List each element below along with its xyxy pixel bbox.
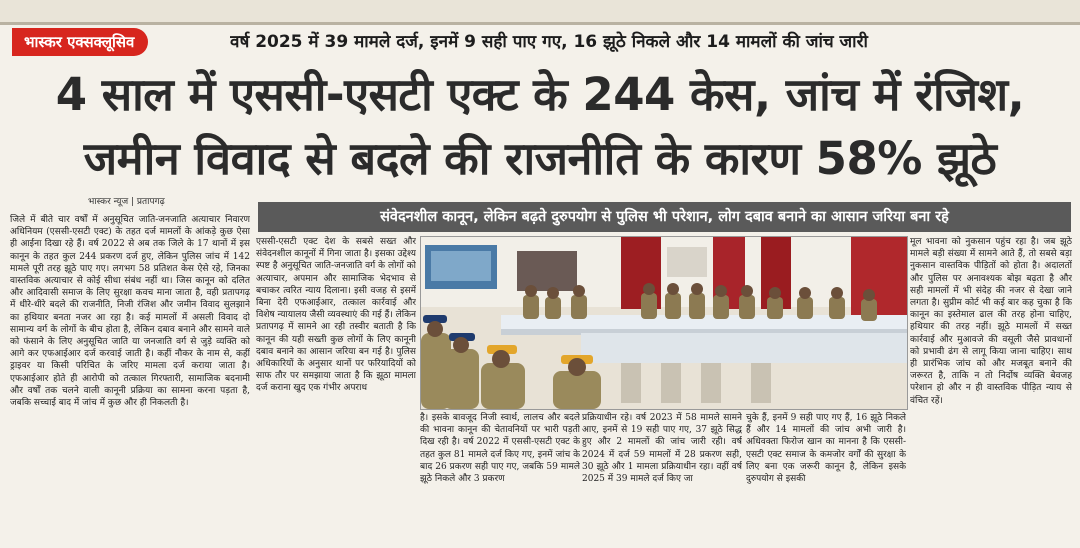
article-column-1: जिले में बीते चार वर्षों में अनुसूचित जाति-जनजाति अत्याचार निवारण अधिनियम (एससी-एसटी एक्ट) के तहत दर्ज मामलों के आंकड़े कुछ ऐसा ही आईना दिखा रहे हैं। वर्ष 2022 से अब तक जिले के 17 थानों में इस कानून के तहत कुल 244 प्रकरण दर्ज हुए, लेकिन पुलिस जांच में 142 मामले पूरी तरह झूठे पाए गए। लगभग 58 प्रतिशत केस ऐसे रहे, जिनका वास्तविक अत्याचार से कोई सीधा संबंध नहीं था। जिस कानून को दलित और आदिवासी समाज के लिए सुरक्षा कवच माना जाता है, वही प्रतापगढ़ में धीरे-धीरे बदले की राजनीति, निजी रंजिश और जमीन विवाद सुलझाने का हथियार बनता नजर आ रहा है। कई मामलों में असली विवाद दो सामान्य वर्ग के लोगों के बीच होता है, लेकिन दबाव बनाने और सामने वाले को फंसाने के लिए अनुसूचित जाति या जनजाति वर्ग से जुड़े व्यक्ति को आगे कर एफआईआर दर्ज करवाई जाती है। कहीं नौकर के नाम से, कहीं ड्राइवर या किसी परिचित के जरिए मामला दर्ज कराया जाता है। एफआईआर होते ही आरोपी को तत्काल गिरफ्तारी, सामाजिक बदनामी और वर्षों तक चलने वाली कानूनी प्रक्रिया का सामना करना पड़ता है, जबकि सच्चाई बाद में जांच में कुछ और ही निकलती है।: [10, 215, 250, 409]
headline-line-1: 4 साल में एससी-एसटी एक्ट के 244 केस, जांच में रंजिश,: [55, 68, 1025, 121]
byline: भास्कर न्यूज | प्रतापगढ़: [88, 197, 165, 207]
article-column-4: प्रक्रियाधीन रहे। वर्ष 2023 में 58 मामले सामने आए, इनमें से 19 सही पाए गए, 37 झूठे सिद्ध हुए और 2 मामलों की जांच जारी रही। वर्ष 2024 में दर्ज 59 मामलों में 28 प्रकरण सही, 30 झूठे और 1 मामला प्रक्रियाधीन रहा। वहीं वर्ष 2025 में 39 मामले दर्ज किए जा: [582, 413, 742, 485]
article-column-5: चुके हैं, इनमें 9 सही पाए गए हैं, 16 झूठे निकले हैं और 14 मामलों की जांच अभी जारी है। अधिवक्ता फिरोज खान का मानना है कि एससी-एसटी एक्ट समाज के कमजोर वर्गों की सुरक्षा के लिए बना एक जरूरी कानून है, लेकिन इसके दुरुपयोग से इसकी: [746, 413, 906, 485]
deck-bar: संवेदनशील कानून, लेकिन बढ़ते दुरुपयोग से पुलिस भी परेशान, लोग दबाव बनाने का आसान जरिया बना रहे: [258, 202, 1071, 232]
top-strip: [0, 0, 1080, 22]
meeting-photo: [420, 236, 908, 410]
kicker-line: वर्ष 2025 में 39 मामले दर्ज, इनमें 9 सही पाए गए, 16 झूठे निकले और 14 मामलों की जांच जारी: [230, 32, 868, 52]
article-column-3: है। इसके बावजूद निजी स्वार्थ, लालच और बदले की भावना कानून की चेतावनियों पर भारी पड़ती दिख रही है। वर्ष 2022 में एससी-एसटी एक्ट के तहत कुल 81 मामले दर्ज किए गए, इनमें जांच के बाद 26 प्रकरण सही पाए गए, जबकि 59 मामले झूठे निकले और 3 प्रकरण: [420, 413, 580, 485]
article-column-6: मूल भावना को नुकसान पहुंच रहा है। जब झूठे मामले बड़ी संख्या में सामने आते हैं, तो सबसे बड़ा नुकसान वास्तविक पीड़ितों को होता है। अदालतों और पुलिस पर अनावश्यक बोझ बढ़ता है और सही मामलों में भी संदेह की नजर से देखा जाने लगता है। सुप्रीम कोर्ट भी कई बार कह चुका है कि कानून का इस्तेमाल ढाल की तरह होना चाहिए, हथियार की तरह नहीं। झूठे मामलों में सख्त कार्रवाई और मुआवजे की वसूली जैसे प्रावधानों को प्रभावी ढंग से लागू किया जाना चाहिए। साथ ही प्रारंभिक जांच को और मजबूत बनाने की जरूरत है, ताकि न तो निर्दोष व्यक्ति बेवजह परेशान हो और न ही वास्तविक पीड़ित न्याय से वंचित रहें।: [910, 237, 1072, 406]
top-divider: [0, 22, 1080, 25]
headline-line-2: जमीन विवाद से बदले की राजनीति के कारण 58% झूठे: [83, 132, 997, 185]
article-column-2: एससी-एसटी एक्ट देश के सबसे सख्त और संवेदनशील कानूनों में गिना जाता है। इसका उद्देश्य स्पष्ट है अनुसूचित जाति-जनजाति वर्ग के लोगों को अत्याचार, अपमान और सामाजिक भेदभाव से बचाकर त्वरित न्याय दिलाना। इसी वजह से इसमें बिना देरी एफआईआर, तत्काल कार्रवाई और विशेष न्यायालय जैसी व्यवस्थाएं की गई हैं। लेकिन प्रतापगढ़ में सामने आ रही तस्वीर बताती है कि कानून की यही सख्ती कुछ लोगों के लिए कानूनी दबाव बनाने का आसान जरिया बन गई है। पुलिस अधिकारियों के अनुसार थानों पर फरियादियों को साफ तौर पर समझाया जाता है कि झूठा मामला दर्ज कराना खुद एक गंभीर अपराध: [256, 237, 416, 394]
brand-badge: भास्कर एक्सक्लूसिव: [12, 28, 148, 56]
meeting-photo-illustration: [421, 237, 907, 409]
